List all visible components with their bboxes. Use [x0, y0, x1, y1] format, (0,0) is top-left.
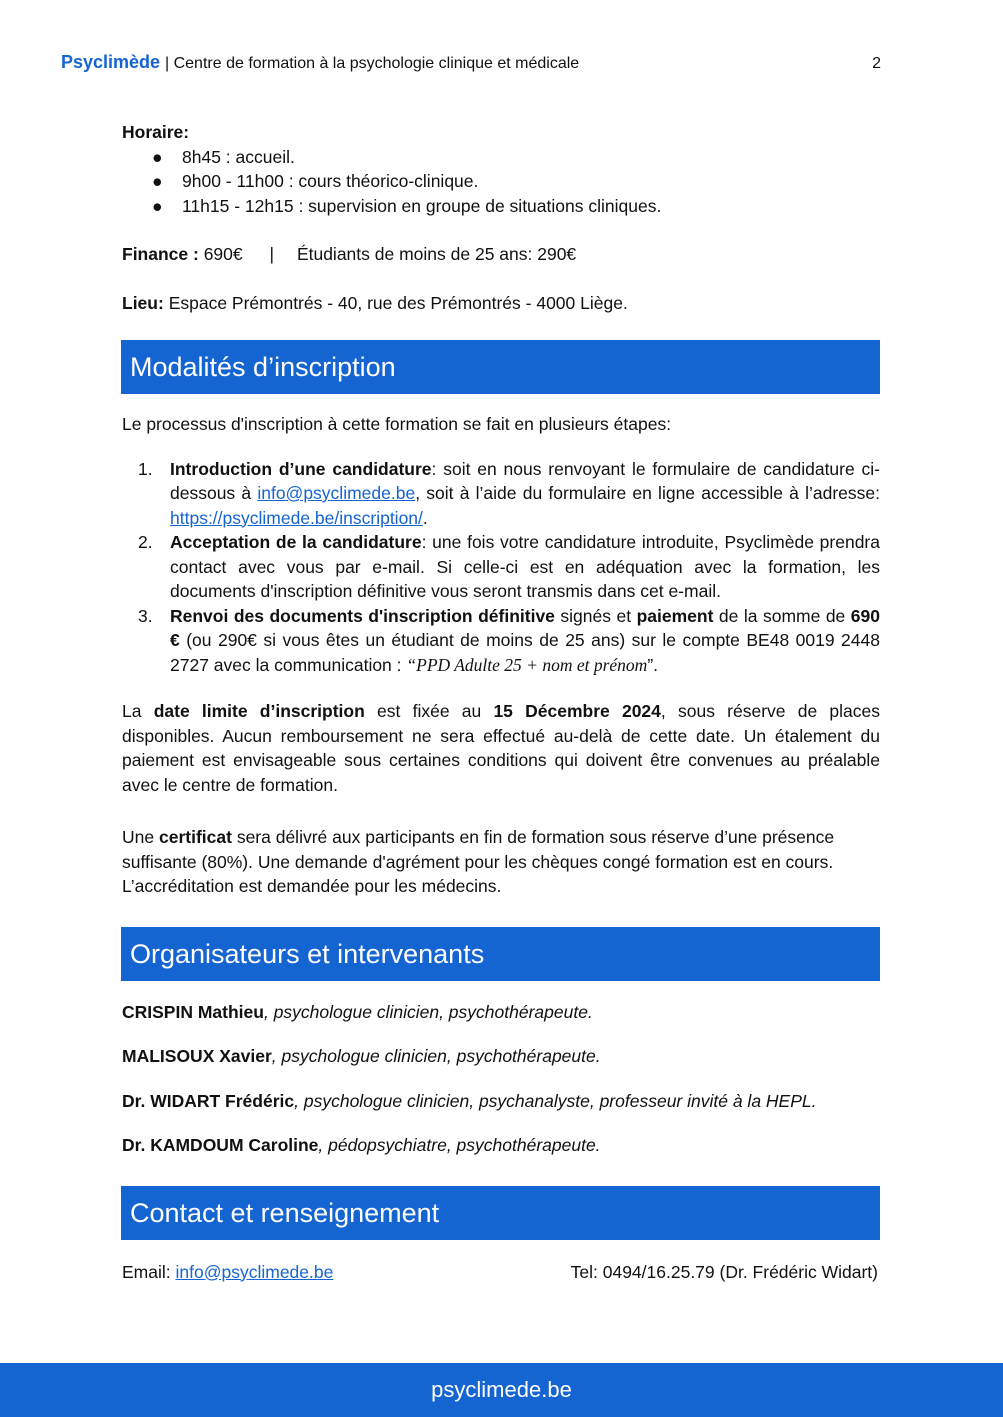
section-heading-organisateurs: Organisateurs et intervenants	[121, 927, 880, 981]
list-item: 3. Renvoi des documents d'inscription définitive signés et paiement de la somme de 690 € (ou 290€ si vous êtes un étudiant de moins de 25 ans) sur le compte BE48 0019 2448 2727 avec la communication : “PPD Adulte 25 + nom et prénom”.	[138, 605, 880, 675]
finance-separator: |	[269, 244, 275, 264]
list-item: ● 9h00 - 11h00 : cours théorico-clinique.	[122, 169, 880, 194]
finance-label: Finance :	[122, 244, 199, 264]
step-number: 2.	[138, 532, 153, 552]
person-entry	[122, 1089, 880, 1114]
header-tagline: | Centre de formation à la psychologie clinique et médicale	[165, 55, 580, 72]
brand-name: Psyclimède	[61, 52, 161, 72]
horaire-list	[122, 145, 880, 219]
bullet-icon: ●	[152, 195, 163, 216]
inscription-url-link[interactable]: https://psyclimede.be/inscription/	[170, 507, 423, 528]
contact-email-link[interactable]: info@psyclimede.be	[175, 1261, 334, 1282]
person-entry	[122, 1000, 880, 1025]
horaire-title: Horaire:	[122, 122, 190, 142]
deadline-paragraph: La date limite d’inscription est fixée au 15 Décembre 2024, sous réserve de places disponibles. Aucun remboursement ne sera effectué au-delà de cette date. Un étalement du paiement est envisageable sous certaines conditions qui doivent être convenues au préalable avec le centre de formation.	[122, 701, 880, 795]
deadline-date: 15 Décembre 2024	[493, 701, 661, 721]
bullet-icon: ●	[152, 146, 163, 167]
step-number: 1.	[138, 458, 153, 479]
person-role: , psychologue clinicien, psychothérapeute.	[271, 1046, 601, 1066]
page-header	[61, 52, 881, 76]
list-item: 2. Acceptation de la candidature: une fois votre candidature introduite, Psyclimède prendra contact avec vous par e-mail. Si celle-ci est en adéquation avec la formation, les documents d'inscription définitive vous seront transmis dans cet e-mail.	[138, 532, 880, 601]
modalites-intro: Le processus d'inscription à cette formation se fait en plusieurs étapes:	[122, 414, 672, 434]
person-role: , psychologue clinicien, psychanalyste, professeur invité à la HEPL.	[294, 1090, 817, 1111]
paiement-label: paiement	[636, 605, 714, 626]
step-title: Introduction d’une candidature	[170, 458, 432, 479]
section-heading-contact: Contact et renseignement	[121, 1186, 880, 1240]
inscription-steps	[122, 457, 880, 678]
finance-value: 690€	[203, 244, 243, 264]
certificat-label: certificat	[158, 827, 232, 847]
person-name: Dr. KAMDOUM Caroline	[122, 1135, 319, 1155]
person-entry	[122, 1044, 880, 1069]
amount: 690 €	[170, 605, 880, 650]
finance-students: Étudiants de moins de 25 ans: 290€	[296, 244, 577, 264]
section-heading-modalites: Modalités d’inscription	[121, 340, 880, 394]
certificat-paragraph: Une certificat sera délivré aux participants en fin de formation sous réserve d’une présence suffisante (80%). Une demande d'agrément pour les chèques congé formation est en cours. L’accréditation est demandée pour les médecins.	[122, 827, 835, 896]
bullet-icon: ●	[152, 171, 163, 191]
contact-tel: Tel: 0494/16.25.79 (Dr. Frédéric Widart)	[570, 1261, 878, 1282]
lieu-line	[122, 291, 880, 316]
list-item: ● 8h45 : accueil.	[122, 145, 880, 170]
step-number: 3.	[138, 605, 153, 626]
contact-row	[122, 1260, 880, 1285]
person-role: , pédopsychiatre, psychothérapeute.	[318, 1135, 601, 1155]
person-name: MALISOUX Xavier	[122, 1046, 272, 1066]
lieu-value: Espace Prémontrés - 40, rue des Prémontrés - 4000 Liège.	[168, 292, 628, 313]
person-name: CRISPIN Mathieu	[122, 1001, 264, 1022]
list-item: ● 11h15 - 12h15 : supervision en groupe de situations cliniques.	[122, 194, 880, 219]
payment-communication: “PPD Adulte 25 + nom et prénom	[406, 654, 648, 675]
finance-line	[122, 242, 880, 267]
email-label: Email:	[122, 1261, 171, 1282]
step-title: Acceptation de la candidature	[170, 532, 422, 552]
person-entry	[122, 1133, 880, 1158]
person-name: Dr. WIDART Frédéric	[122, 1090, 295, 1111]
contact-email	[122, 1260, 333, 1285]
list-item: 1. Introduction d’une candidature: soit en nous renvoyant le formulaire de candidature ci-dessous à info@psyclimede.be, soit à l’aide du formulaire en ligne accessible à l’adresse: https://psyclimede.be/inscription/.	[138, 458, 881, 528]
footer-site[interactable]: psyclimede.be	[431, 1377, 572, 1402]
step-title: Renvoi des documents d'inscription définitive	[170, 605, 555, 626]
page-footer	[0, 1363, 1003, 1417]
email-link[interactable]: info@psyclimede.be	[257, 483, 416, 503]
deadline-label: date limite d’inscription	[153, 701, 365, 721]
main-content	[122, 120, 880, 1285]
lieu-label: Lieu:	[122, 292, 164, 313]
person-role: , psychologue clinicien, psychothérapeute.	[263, 1001, 593, 1022]
page-number: 2	[872, 55, 881, 72]
